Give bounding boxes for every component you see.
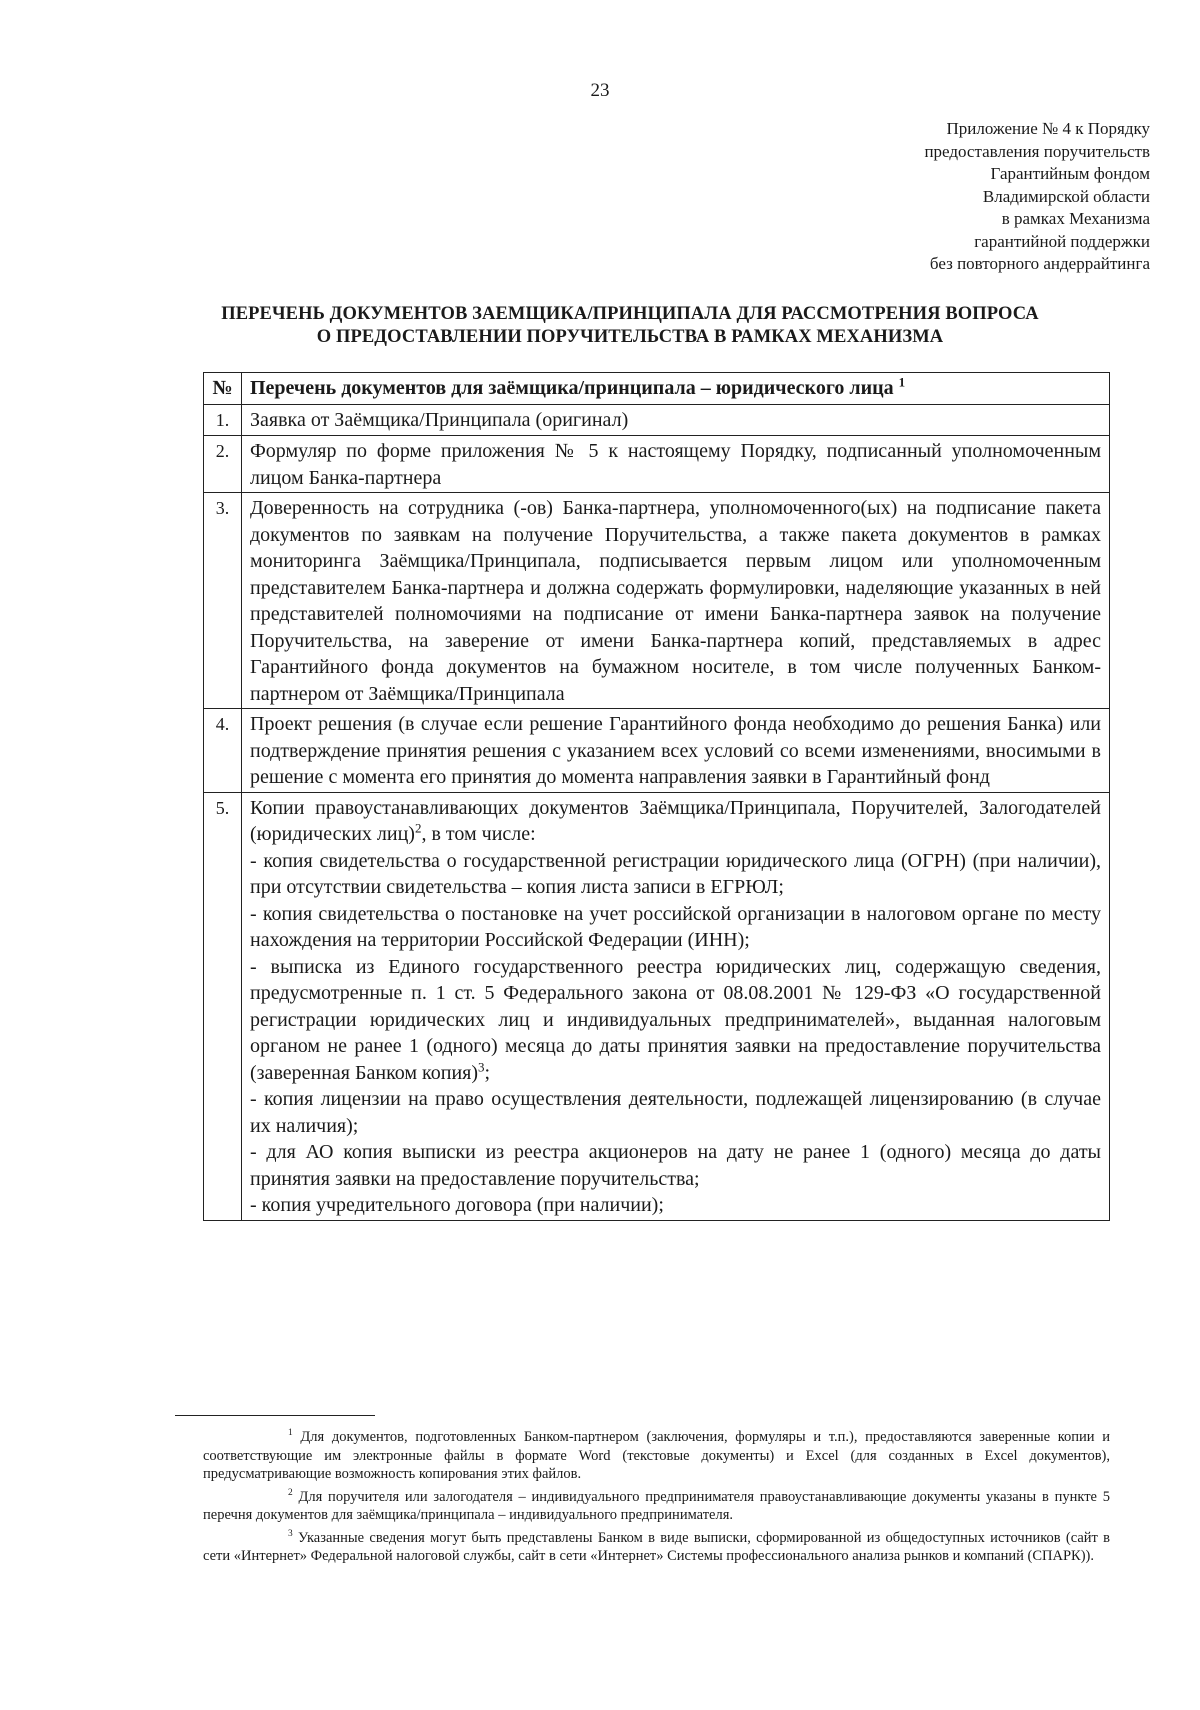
row-intro-tail: , в том числе: xyxy=(421,823,536,845)
footnote-ref: 1 xyxy=(898,374,906,390)
appendix-line: в рамках Механизма xyxy=(1001,209,1150,228)
table-row xyxy=(204,493,1110,709)
appendix-line: без повторного андеррайтинга xyxy=(929,254,1150,273)
footnotes xyxy=(203,1415,1110,1570)
list-item: - для АО копия выписки из реестра акционеров на дату не ранее 1 (одного) месяца до даты принятия заявки на предоставление поручительства; xyxy=(250,1141,1101,1190)
header-number: № xyxy=(204,373,242,405)
footnote xyxy=(203,1428,1110,1484)
row-number: 1. xyxy=(204,404,242,436)
row-intro xyxy=(250,795,1101,848)
row-text: Заявка от Заёмщика/Принципала (оригинал) xyxy=(242,404,1110,436)
row-text: Формуляр по форме приложения № 5 к настоящему Порядку, подписанный уполномоченным лицом Банка-партнера xyxy=(242,436,1110,493)
row-number: 5. xyxy=(204,792,242,1220)
list-item: - копия учредительного договора (при наличии); xyxy=(250,1194,664,1216)
header-title-text: Перечень документов для заёмщика/принципала – юридического лица xyxy=(250,377,894,399)
extract-tail: ; xyxy=(484,1061,491,1084)
appendix-line: Приложение № 4 к Порядку xyxy=(946,119,1150,138)
list-item: - копия свидетельства о постановке на учет российской организации в налоговом органе по месту нахождения на территории Российской Федерации (ИНН); xyxy=(250,902,1101,951)
appendix-line: Гарантийным фондом xyxy=(990,164,1150,183)
row-number: 2. xyxy=(204,436,242,493)
appendix-line: гарантийной поддержки xyxy=(974,231,1150,251)
table-header-row xyxy=(204,373,1110,405)
footnote-divider xyxy=(175,1415,375,1416)
row-text: Проект решения (в случае если решение Гарантийного фонда необходимо до решения Банка) или подтверждение принятия решения с указанием всех условий со всеми изменениями, вносимыми в решение с момента его принятия до момента направления заявки в Гарантийный фонд xyxy=(242,709,1110,793)
appendix-line: предоставления поручительств xyxy=(924,141,1150,161)
row-intro-text: Копии правоустанавливающих документов Заёмщика/Принципала, Поручителей, Залогодателей (юридических лиц) xyxy=(250,796,1101,845)
footnote-mark: 1 xyxy=(288,1428,293,1439)
row-number: 3. xyxy=(204,493,242,709)
list-item: - копия свидетельства о государственной регистрации юридического лица (ОГРН) (при наличии), при отсутствии свидетельства – копия листа записи в ЕГРЮЛ; xyxy=(250,849,1101,898)
table-row xyxy=(204,792,1110,1220)
table-row xyxy=(204,436,1110,493)
row-text xyxy=(242,792,1110,1220)
footnote-text: Для поручителя или залогодателя – индивидуального предпринимателя правоустанавливающие документы указаны в пункте 5 перечня документов для заёмщика/принципала – индивидуального предпринимателя. xyxy=(203,1488,1110,1523)
footnote-text: Указанные сведения могут быть представлены Банком в виде выписки, сформированной из общедоступных источников (сайт в сети «Интернет» Федеральной налоговой службы, сайт в сети «Интернет» Системы профессионального анализа рынков и компаний (СПАРК)). xyxy=(203,1529,1110,1564)
list-item: - копия лицензии на право осуществления деятельности, подлежащей лицензированию (в случае их наличия); xyxy=(250,1088,1101,1137)
extract-text: - выписка из Единого государственного реестра юридических лиц, содержащую сведения, предусмотренные п. 1 ст. 5 Федерального закона от 08.08.2001 № 129-ФЗ «О государственной регистрации юридических лиц и индивидуальных предпринимателей», выданная налоговым органом не ранее 1 (одного) месяца до даты принятия заявки на предоставление поручительства (заверенная Банком копия) xyxy=(250,955,1101,1084)
appendix-reference xyxy=(820,118,1150,276)
table-row xyxy=(204,709,1110,793)
footnote xyxy=(203,1529,1110,1566)
title-line: О ПРЕДОСТАВЛЕНИИ ПОРУЧИТЕЛЬСТВА В РАМКАХ МЕХАНИЗМА xyxy=(316,327,944,347)
footnote-ref: 2 xyxy=(414,820,422,836)
document-title xyxy=(150,303,1110,349)
footnote-mark: 2 xyxy=(288,1487,293,1498)
appendix-line: Владимирской области xyxy=(982,186,1150,206)
footnote-ref: 3 xyxy=(478,1058,485,1074)
documents-table xyxy=(203,372,1110,1221)
row-number: 4. xyxy=(204,709,242,793)
footnote xyxy=(203,1488,1110,1525)
title-line: ПЕРЕЧЕНЬ ДОКУМЕНТОВ ЗАЕМЩИКА/ПРИНЦИПАЛА ДЛЯ РАССМОТРЕНИЯ ВОПРОСА xyxy=(221,304,1039,324)
page-number: 23 xyxy=(590,80,610,101)
list-item-extract xyxy=(250,954,1101,1087)
footnote-text: Для документов, подготовленных Банком-партнером (заключения, формуляры и т.п.), предоставляются заверенные копии и соответствующие им электронные файлы в формате Word (текстовые документы) и Excel (для созданных в Excel документов), предусматривающие возможность копирования этих файлов. xyxy=(203,1429,1111,1482)
header-title xyxy=(242,373,1110,405)
footnote-mark: 3 xyxy=(288,1528,293,1539)
row-text: Доверенность на сотрудника (-ов) Банка-партнера, уполномоченного(ых) на подписание пакета документов по заявкам на получение Поручительства, а также пакета документов в рамках мониторинга Заёмщика/Принципала, подписывается первым лицом или уполномоченным представителем Банка-партнера и должна содержать формулировки, наделяющие указанных в ней представителей полномочиями на подписание от имени Банка-партнера заявок на получение Поручительства, на заверение от имени Банка-партнера копий, представляемых в адрес Гарантийного фонда документов на бумажном носителе, в том числе полученных Банком-партнером от Заёмщика/Принципала xyxy=(242,493,1110,709)
table-row xyxy=(204,404,1110,436)
